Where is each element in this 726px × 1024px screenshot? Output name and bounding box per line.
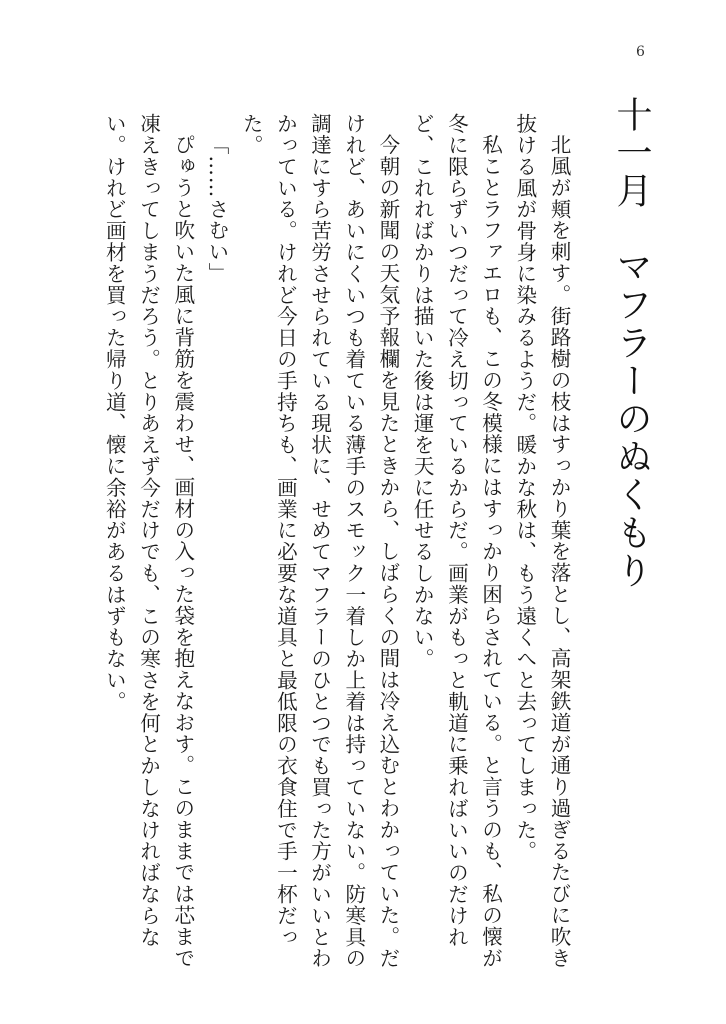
paragraph-2: 私ことラファエロも、この冬模様にはすっかり困らされている。と言うのも、私の懐が冬に限らずいつだって冷え切っているからだ。画業がもっと軌道に乗ればいいのだけれど、これればかりは描いた後は運を天に任せるしかない。 [410, 113, 503, 969]
paragraph-3: 今朝の新聞の天気予報欄を見たときから、しばらくの間は冷え込むとわかっていた。だけれど、あいにくいつも着ている薄手のスモック一着しか上着は持っていない。防寒具の調達にすら苦労させられている現状に、せめてマフラーのひとつでも買った方がいいとわかっている。けれど今日の手持ちも、画業に必要な道具と最低限の衣食住で手一杯だった。 [239, 113, 400, 969]
chapter-title: 十一月 マフラーのぬくもり [611, 96, 652, 590]
paragraph-4-dialogue: 「……さむい」 [204, 133, 229, 284]
paragraph-5: ぴゅうと吹いた風に背筋を震わせ、画材の入った袋を抱えなおす。このままでは芯まで凍えきってしまうだろう。とりあえず今だけでも、この寒さを何とかしなければならない。けれど画材を買った帰り道、懐に余裕があるはずもない。 [102, 113, 195, 969]
page-number: 6 [636, 44, 645, 60]
body-text [97, 113, 576, 973]
paragraph-1: 北風が頬を刺す。街路樹の枝はすっかり葉を落とし、高架鉄道が通り過ぎるたびに吹き抜ける風が骨身に染みるようだ。暖かな秋は、もう遠くへと去ってしまった。 [512, 113, 571, 969]
